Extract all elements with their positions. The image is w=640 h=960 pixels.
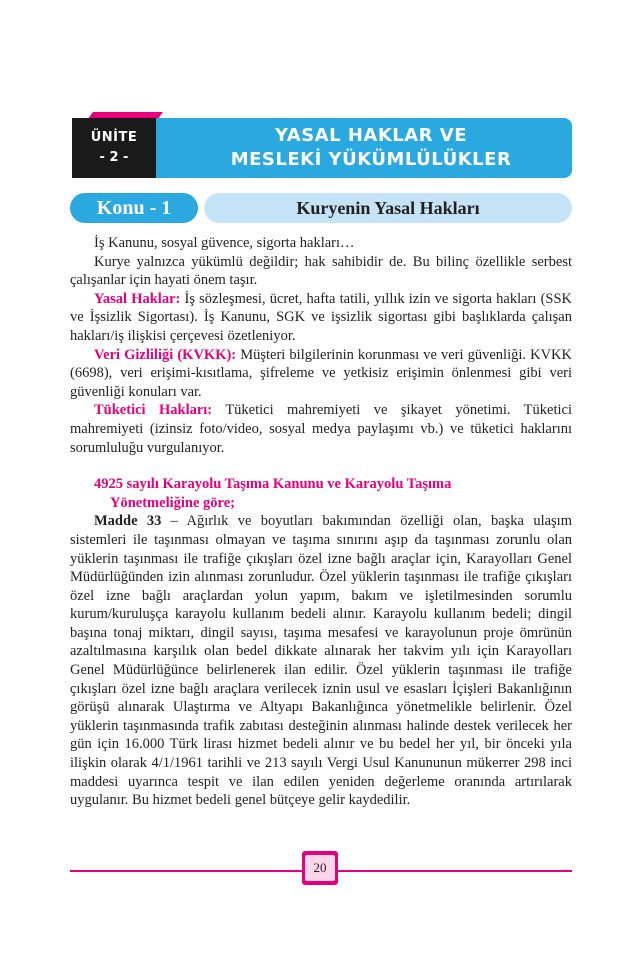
page-number-tab <box>302 851 338 885</box>
section-heading <box>70 475 572 512</box>
paragraph-data-privacy <box>70 346 572 402</box>
consumer-rights-text: Tüketici mahremiyeti ve şikayet yönetimi. Tüketici mahremiyeti (izinsiz foto/video, sosyal medya paylaşımı vb.) ve tüketici haklarını sorumluluğu vurgulanıyor. <box>70 402 572 456</box>
data-privacy-text: Müşteri bilgilerinin korunması ve veri güvenliği. KVKK (6698), veri erişimi-kısıtlama, şifreleme ve yetkisiz erişimin önlenmesi gibi veri güvenliği konuları var. <box>70 346 572 400</box>
unit-label: ÜNİTE <box>90 130 138 145</box>
legal-rights-label: Yasal Haklar: <box>94 290 181 307</box>
unit-title-banner <box>140 118 572 178</box>
madde-text: – Ağırlık ve boyutları bakımından özelliği olan, başka ulaşım sistemleri ile taşınması olmayan ve taşıma sınırını aşıp da taşınması zorunlu olan yüklerin taşınması ile trafiğe çıkışları özel izne bağlı araçlar için, Karayolları Genel Müdürlüğünden izin alınması zorunludur. Özel yüklerin taşınması ile trafiğe çıkışları özel izne bağlı araçlardan yolun yapım, bakım ve işletilmesinden sorumlu kurum/kuruluşça karayolu kullanım bedeli alınır. Karayolu kullanım bedeli; dingil başına tonaj miktarı, dingil sayısı, taşıma mesafesi ve karayolunun proje ömrünün azaltılmasına karşılık olan bedel dikkate alınarak her takvim yılı için Karayolları Genel Müdürlüğünce belirlenerek ilan edilir. Özel yüklerin taşınması ile trafiğe çıkışları özel izne bağlı araçlara verilecek iznin usul ve esasları İçişleri Bakanlığının görüşü alınarak Ulaştırma ve Altyapı Bakanlığınca yönetmelikle belirlenir. Özel yüklerin taşınmasında trafik zabıtası desteğinin alınması halinde destek verilecek her gün için 16.000 Türk lirası hizmet bedeli alınır ve bu bedel her yıl, bir önceki yıla ilişkin olarak 4/1/1961 tarihli ve 213 sayılı Vergi Usul Kanununun mükerrer 298 inci maddesi uyarınca tespit ve ilan edilen yeniden değerleme oranında artırılarak uygulanır. Bu hizmet bedeli genel bütçeye gelir kaydedilir. <box>70 513 572 809</box>
section-heading-line1: 4925 sayılı Karayolu Taşıma Kanunu ve Karayolu Taşıma <box>94 476 452 493</box>
section-heading-line2: Yönetmeliğine göre; <box>110 494 235 511</box>
konu-label: Konu - 1 <box>96 196 172 219</box>
page-number-inner <box>305 855 335 881</box>
unit-title-line1: YASAL HAKLAR VE <box>274 125 468 146</box>
paragraph-intro: İş Kanunu, sosyal güvence, sigorta hakları… <box>94 235 355 251</box>
paragraph-madde-33 <box>70 512 572 810</box>
consumer-rights-label: Tüketici Hakları: <box>94 402 213 419</box>
topic-title: Kuryenin Yasal Hakları <box>296 197 480 218</box>
unit-title-line2: MESLEKİ YÜKÜMLÜLÜKLER <box>230 149 512 170</box>
topic-title-bar <box>204 193 572 223</box>
konu-badge <box>70 193 198 223</box>
paragraph-courier-rights: Kurye yalnızca yükümlü değildir; hak sahibidir de. Bu bilinç özellikle serbest çalışanlar için hayati önem taşır. <box>70 253 572 289</box>
paragraph-consumer-rights <box>70 401 572 457</box>
page-body <box>70 234 572 810</box>
legal-rights-text: İş sözleşmesi, ücret, hafta tatili, yıllık izin ve sigorta hakları (SSK ve İşsizlik Sigortası). İş Kanunu, SGK ve işsizlik sigortası gibi başlıklarda çalışan hakları/iş ilişkisi çerçevesi özetleniyor. <box>70 290 573 344</box>
madde-label: Madde 33 <box>94 513 162 530</box>
page-number: 20 <box>313 860 327 875</box>
paragraph-legal-rights <box>70 290 572 346</box>
spacer <box>70 457 572 475</box>
unit-badge <box>72 118 156 178</box>
unit-number: - 2 - <box>99 150 129 165</box>
data-privacy-label: Veri Gizliliği (KVKK): <box>94 346 237 363</box>
